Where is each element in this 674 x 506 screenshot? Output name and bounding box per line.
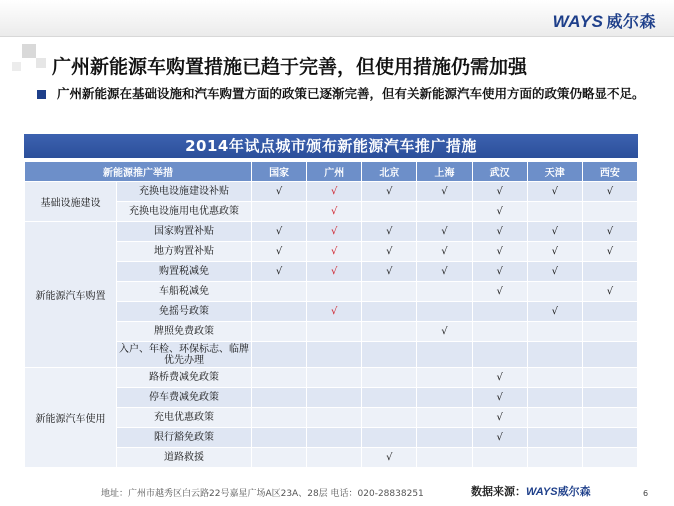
check-cell xyxy=(362,182,417,202)
check-mark: √ xyxy=(275,226,283,237)
check-cell xyxy=(472,428,527,448)
check-cell xyxy=(417,282,472,302)
check-cell xyxy=(307,428,362,448)
check-cell xyxy=(527,262,582,282)
footer-source xyxy=(471,483,591,499)
check-mark: √ xyxy=(441,226,448,237)
logo-en: WAYS xyxy=(552,12,604,31)
check-cell xyxy=(527,182,582,202)
table-row xyxy=(25,368,638,388)
check-cell xyxy=(472,388,527,408)
check-mark: √ xyxy=(496,186,503,197)
check-mark: √ xyxy=(606,246,614,257)
check-cell xyxy=(527,448,582,468)
check-cell xyxy=(362,242,417,262)
check-mark: √ xyxy=(441,186,448,197)
check-cell xyxy=(582,322,637,342)
check-cell xyxy=(307,408,362,428)
check-cell xyxy=(527,322,582,342)
table-row xyxy=(25,182,638,202)
check-cell xyxy=(417,408,472,428)
source-brand-cn: 威尔森 xyxy=(557,485,591,498)
check-cell xyxy=(582,448,637,468)
check-cell xyxy=(362,448,417,468)
check-cell xyxy=(362,428,417,448)
table-row xyxy=(25,428,638,448)
check-cell xyxy=(307,182,362,202)
check-cell xyxy=(252,222,307,242)
check-cell xyxy=(307,202,362,222)
check-cell xyxy=(417,262,472,282)
measure-cell: 国家购置补贴 xyxy=(117,222,252,242)
table-title: 2014年试点城市颁布新能源汽车推广措施 xyxy=(24,134,638,158)
decor-square xyxy=(12,62,21,71)
source-label: 数据来源： xyxy=(471,485,526,498)
decor-square xyxy=(22,44,36,58)
slide-title: 广州新能源车购置措施已趋于完善，但使用措施仍需加强 xyxy=(52,56,528,78)
check-cell xyxy=(417,242,472,262)
check-mark: √ xyxy=(551,306,558,317)
check-mark: √ xyxy=(331,246,338,257)
measure-cell: 车船税减免 xyxy=(117,282,252,302)
check-mark: √ xyxy=(551,186,558,197)
slide-subtitle: 广州新能源在基础设施和汽车购置方面的政策已逐渐完善，但有关新能源汽车使用方面的政策仍略显不足。 xyxy=(57,86,645,101)
check-mark: √ xyxy=(441,326,448,337)
check-cell xyxy=(252,428,307,448)
table-row xyxy=(25,222,638,242)
check-cell xyxy=(527,368,582,388)
footer-address: 地址：广州市越秀区白云路22号嘉星广场A区23A、28层 电话：020-28838251 xyxy=(101,489,424,499)
check-cell xyxy=(417,428,472,448)
check-cell xyxy=(472,222,527,242)
check-cell xyxy=(472,302,527,322)
table-row xyxy=(25,202,638,222)
check-cell xyxy=(362,368,417,388)
check-cell xyxy=(362,302,417,322)
check-cell xyxy=(307,388,362,408)
header-city: 上海 xyxy=(417,162,472,182)
check-cell xyxy=(582,388,637,408)
check-cell xyxy=(582,282,637,302)
check-mark: √ xyxy=(386,226,393,237)
table-row xyxy=(25,408,638,428)
check-mark: √ xyxy=(496,392,503,403)
check-mark: √ xyxy=(441,266,448,277)
check-cell xyxy=(417,388,472,408)
measure-cell: 牌照免费政策 xyxy=(117,322,252,342)
check-cell xyxy=(417,302,472,322)
table-row xyxy=(25,388,638,408)
header-city: 西安 xyxy=(582,162,637,182)
measure-cell: 充电优惠政策 xyxy=(117,408,252,428)
check-mark: √ xyxy=(496,266,503,277)
check-mark: √ xyxy=(275,246,283,257)
check-cell xyxy=(527,222,582,242)
header-city: 武汉 xyxy=(472,162,527,182)
check-cell xyxy=(417,222,472,242)
check-mark: √ xyxy=(386,452,393,463)
check-mark: √ xyxy=(496,286,503,297)
check-cell xyxy=(582,408,637,428)
check-mark: √ xyxy=(386,246,393,257)
category-cell: 新能源汽车购置 xyxy=(25,222,117,368)
check-cell xyxy=(582,428,637,448)
check-cell xyxy=(362,388,417,408)
measure-cell: 道路救援 xyxy=(117,448,252,468)
check-cell xyxy=(252,182,307,202)
policy-table xyxy=(24,161,638,468)
check-cell xyxy=(307,222,362,242)
check-mark: √ xyxy=(331,306,338,317)
check-cell xyxy=(252,448,307,468)
top-bar xyxy=(0,0,674,37)
check-cell xyxy=(252,322,307,342)
table-row xyxy=(25,302,638,322)
measure-cell: 购置税减免 xyxy=(117,262,252,282)
check-cell xyxy=(582,262,637,282)
check-cell xyxy=(252,242,307,262)
check-cell xyxy=(252,202,307,222)
check-cell xyxy=(362,202,417,222)
check-mark: √ xyxy=(331,206,338,217)
table-header-row xyxy=(25,162,638,182)
check-cell xyxy=(582,242,637,262)
source-brand-en: WAYS xyxy=(526,486,558,498)
table-row xyxy=(25,242,638,262)
check-cell xyxy=(252,342,307,368)
measure-cell: 充换电设施用电优惠政策 xyxy=(117,202,252,222)
header-measures: 新能源推广举措 xyxy=(25,162,252,182)
check-cell xyxy=(472,368,527,388)
measure-cell: 限行豁免政策 xyxy=(117,428,252,448)
check-cell xyxy=(362,342,417,368)
table-row xyxy=(25,342,638,368)
header-city: 北京 xyxy=(362,162,417,182)
check-mark: √ xyxy=(331,266,338,277)
check-mark: √ xyxy=(496,246,503,257)
check-cell xyxy=(307,322,362,342)
check-cell xyxy=(472,448,527,468)
decor-square xyxy=(36,58,46,68)
check-cell xyxy=(307,262,362,282)
check-cell xyxy=(362,282,417,302)
check-cell xyxy=(252,302,307,322)
check-cell xyxy=(307,342,362,368)
check-cell xyxy=(472,182,527,202)
logo-cn: 威尔森 xyxy=(606,14,656,31)
table-row xyxy=(25,322,638,342)
table-row xyxy=(25,448,638,468)
check-cell xyxy=(252,368,307,388)
check-mark: √ xyxy=(331,186,338,197)
measure-cell: 停车费减免政策 xyxy=(117,388,252,408)
check-cell xyxy=(307,282,362,302)
measure-cell: 地方购置补贴 xyxy=(117,242,252,262)
check-cell xyxy=(472,202,527,222)
measure-cell: 免摇号政策 xyxy=(117,302,252,322)
check-cell xyxy=(472,322,527,342)
check-mark: √ xyxy=(496,432,503,443)
check-cell xyxy=(362,408,417,428)
check-cell xyxy=(582,368,637,388)
check-cell xyxy=(307,368,362,388)
check-cell xyxy=(582,182,637,202)
check-cell xyxy=(362,262,417,282)
measure-cell: 路桥费减免政策 xyxy=(117,368,252,388)
check-cell xyxy=(307,448,362,468)
check-mark: √ xyxy=(606,226,614,237)
check-mark: √ xyxy=(551,226,558,237)
check-mark: √ xyxy=(441,246,448,257)
check-cell xyxy=(472,408,527,428)
check-cell xyxy=(582,342,637,368)
ways-logo xyxy=(553,9,656,32)
check-cell xyxy=(527,408,582,428)
category-cell: 基础设施建设 xyxy=(25,182,117,222)
check-cell xyxy=(362,322,417,342)
check-mark: √ xyxy=(496,226,503,237)
check-cell xyxy=(307,302,362,322)
check-cell xyxy=(417,202,472,222)
check-cell xyxy=(362,222,417,242)
check-cell xyxy=(417,448,472,468)
check-mark: √ xyxy=(386,266,393,277)
bullet-icon xyxy=(37,90,46,99)
check-mark: √ xyxy=(386,186,393,197)
check-mark: √ xyxy=(496,206,503,217)
table-body xyxy=(25,182,638,468)
check-cell xyxy=(582,302,637,322)
check-cell xyxy=(417,322,472,342)
check-mark: √ xyxy=(551,246,558,257)
check-mark: √ xyxy=(551,266,558,277)
check-mark: √ xyxy=(606,286,614,297)
measure-cell: 充换电设施建设补贴 xyxy=(117,182,252,202)
check-cell xyxy=(527,302,582,322)
check-cell xyxy=(582,202,637,222)
check-mark: √ xyxy=(606,186,614,197)
header-city: 广州 xyxy=(307,162,362,182)
check-cell xyxy=(417,182,472,202)
check-cell xyxy=(307,242,362,262)
check-cell xyxy=(417,342,472,368)
check-cell xyxy=(527,242,582,262)
header-city: 国家 xyxy=(252,162,307,182)
check-cell xyxy=(527,202,582,222)
check-cell xyxy=(252,262,307,282)
check-cell xyxy=(527,388,582,408)
table-row xyxy=(25,282,638,302)
measure-cell: 入户、年检、环保标志、临牌优先办理 xyxy=(117,342,252,368)
check-cell xyxy=(252,282,307,302)
header-city: 天津 xyxy=(527,162,582,182)
check-cell xyxy=(252,388,307,408)
check-cell xyxy=(582,222,637,242)
check-cell xyxy=(472,342,527,368)
check-mark: √ xyxy=(496,372,503,383)
check-cell xyxy=(472,262,527,282)
check-cell xyxy=(472,242,527,262)
check-mark: √ xyxy=(275,266,283,277)
check-cell xyxy=(527,428,582,448)
category-cell: 新能源汽车使用 xyxy=(25,368,117,468)
check-mark: √ xyxy=(275,186,283,197)
check-cell xyxy=(252,408,307,428)
table-row xyxy=(25,262,638,282)
check-cell xyxy=(527,282,582,302)
check-cell xyxy=(417,368,472,388)
check-cell xyxy=(472,282,527,302)
check-cell xyxy=(527,342,582,368)
check-mark: √ xyxy=(496,412,503,423)
page-number: 6 xyxy=(643,489,649,498)
check-mark: √ xyxy=(331,226,338,237)
